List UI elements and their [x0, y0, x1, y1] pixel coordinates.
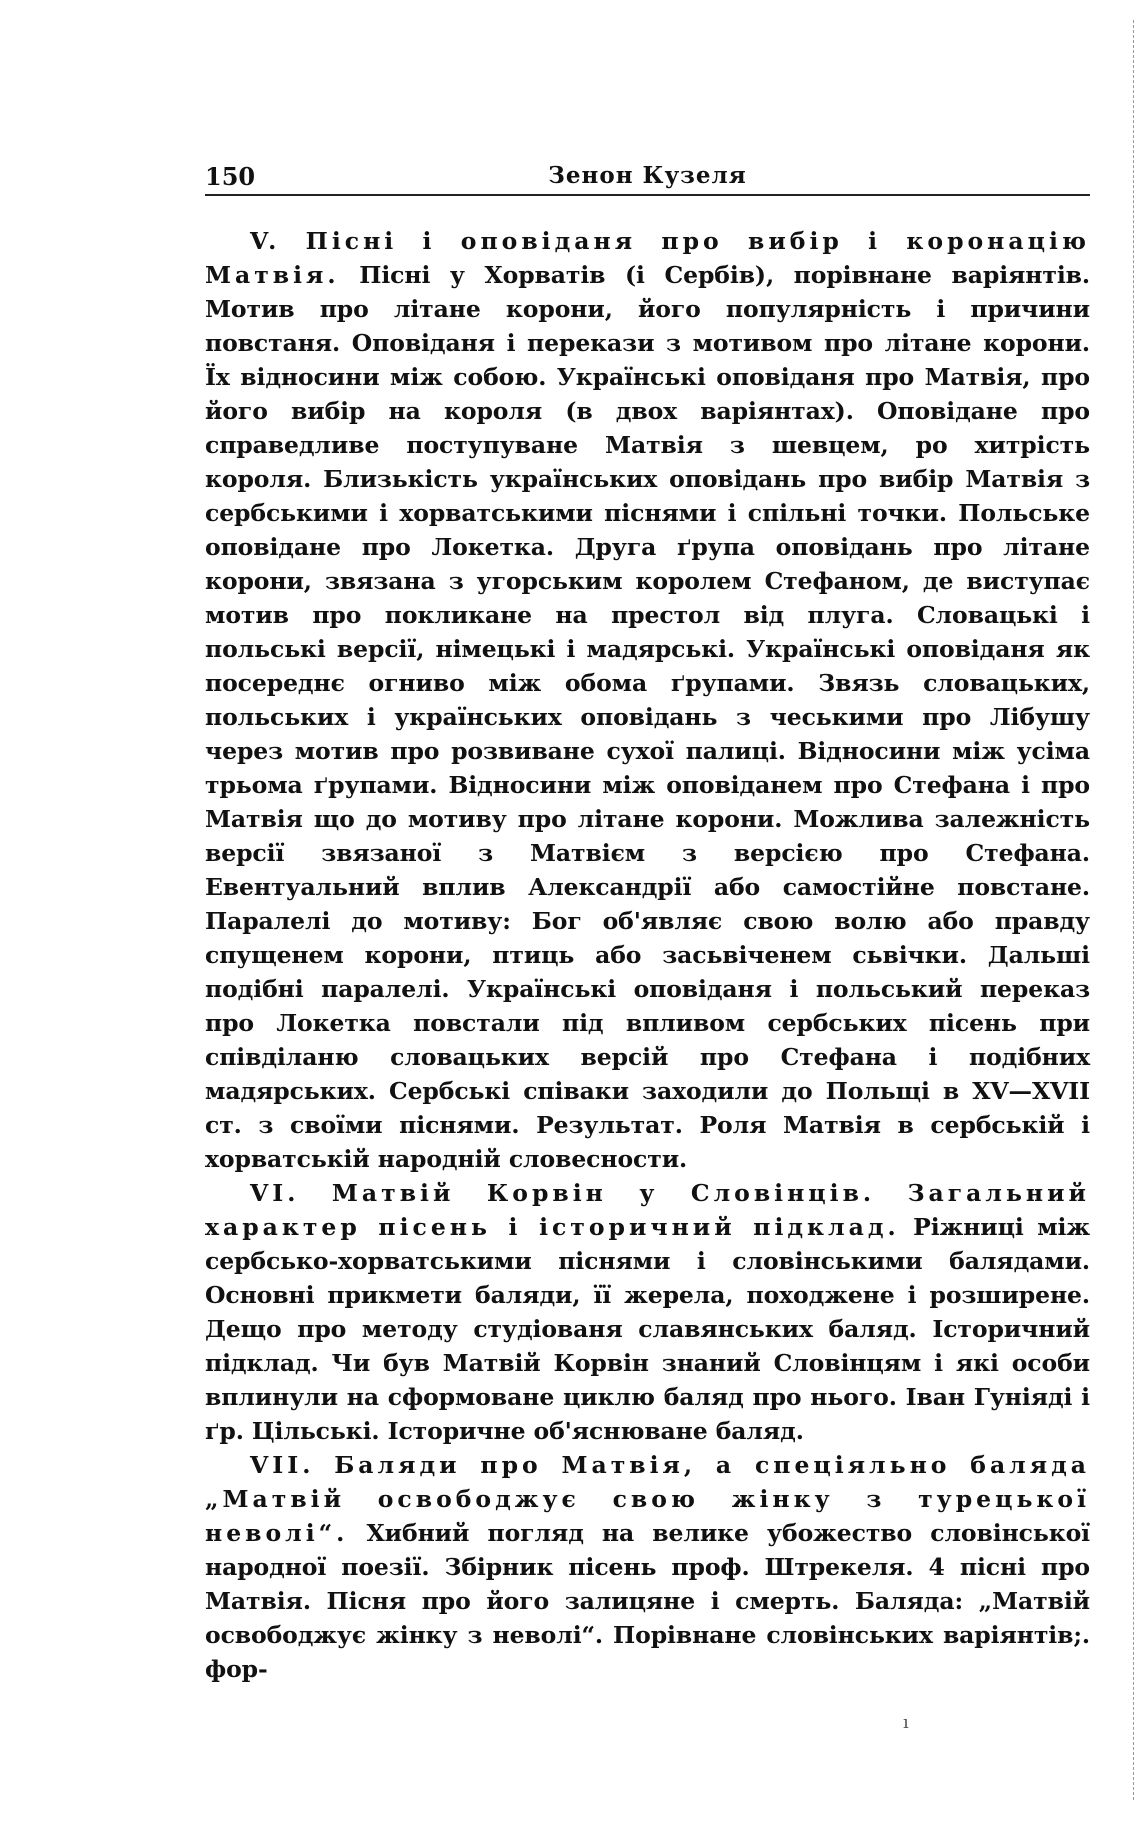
- running-title: Зенон Кузеля: [548, 162, 747, 189]
- section-v-text: Пісні у Хорватів (і Сербів), порівнане варіянтів. Мотив про літане корони, його популярність і причини повстаня. Оповіданя і перекази з мотивом про літане корони. Їх відносини між собою. Українські оповіданя про Матвія, про його вибір на короля (в двох варіянтах). Оповідане про справедливе поступуване Матвія з шевцем, ро хитрість короля. Близькість українських оповідань про вибір Матвія з сербськими і хорватськими піснями і спільні точки. Польське оповідане про Локетка. Друга ґрупа оповідань про літане корони, звязана з угорським королем Стефаном, де виступає мотив про покликане на престол від плуга. Словацькі і польські версії, німецькі і мадярські. Українські оповіданя як посереднє огниво між обома ґрупами. Звязь словацьких, польських і українських оповідань з чеськими про Лібушу через мотив про розвиване сухої палиці. Відносини між усіма трьома ґрупами. Відносини між оповіданем про Стефана і про Матвія що до мотиву про літане корони. Можлива залежність версії звязаної з Матвієм з версією про Стефана. Евентуальний вплив Александрії або самостійне повстане. Паралелі до мотиву: Бог об'являє свою волю або правду спущенем корони, птиць або засьвіченем сьвічки. Дальші подібні паралелі. Українські оповіданя і польський переказ про Локетка повстали під впливом сербських пісень при співділаню словацьких версій про Стефана і подібних мадярських. Сербські співаки заходили до Польщі в XV—XVII ст. з своїми піснями. Результат. Роля Матвія в сербській і хорватській народній словесности.: [205, 261, 1090, 1173]
- section-vi-heading: VI. Матвій Корвін у Словінців. Загальний характер пісень і історичний підклад.: [205, 1179, 1090, 1241]
- body-text: [205, 224, 1090, 1686]
- stray-ink-mark: ı: [903, 1712, 909, 1733]
- section-vii: [205, 1448, 1090, 1686]
- section-vii-heading: VII. Баляди про Матвія, а спеціяльно баляда „Матвій освободжує свою жінку з турецької неволі“.: [205, 1451, 1090, 1547]
- section-vi-text: Ріжниці між сербсько-хорватськими піснями і словінськими балядами. Основні прикмети баляди, її жерела, походжене і розширене. Дещо про методу студіованя славянських баляд. Історичний підклад. Чи був Матвій Корвін знаний Словінцям і які особи вплинули на сформоване циклю баляд про нього. Іван Гуніяді і ґр. Цільські. Історичне об'яснюване баляд.: [205, 1213, 1090, 1445]
- page-number: 150: [205, 162, 256, 191]
- section-v-heading: V. Пісні і оповіданя про вибір і коронацію Матвія.: [205, 227, 1090, 289]
- section-v: [205, 224, 1090, 1176]
- scan-edge-line: [1133, 20, 1134, 1800]
- section-vi: [205, 1176, 1090, 1448]
- section-vii-text: Хибний погляд на велике убожество словінської народної поезії. Збірник пісень проф. Штрекеля. 4 пісні про Матвія. Пісня про його залицяне і смерть. Баляда: „Матвій освободжує жінку з неволі“. Порівнане словінських варіянтів;. фор-: [205, 1519, 1090, 1683]
- page-header: [205, 158, 1090, 196]
